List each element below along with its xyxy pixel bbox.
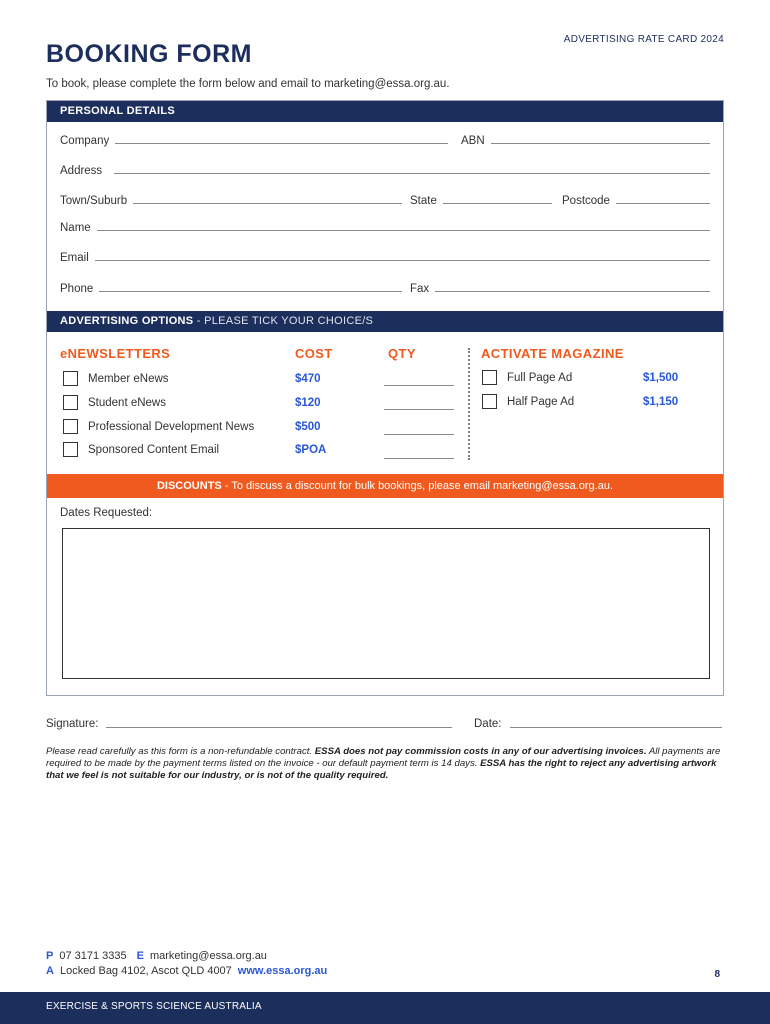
website-link[interactable]: www.essa.org.au <box>237 965 328 977</box>
signature-label: Signature: <box>46 718 99 730</box>
fax-field[interactable] <box>410 283 710 295</box>
student-enews-price: $120 <box>295 397 321 409</box>
advertising-heading-bold: ADVERTISING OPTIONS <box>60 315 194 327</box>
contact-address: Locked Bag 4102, Ascot QLD 4007 <box>59 965 232 977</box>
member-enews-price: $470 <box>295 373 321 385</box>
pd-news-qty[interactable] <box>384 434 454 435</box>
contact-phone: 07 3171 3335 <box>59 950 127 962</box>
contact-email[interactable]: marketing@essa.org.au <box>149 950 267 962</box>
disclaimer-part-1: Please read carefully as this form is a non-refundable contract. <box>46 746 315 757</box>
discounts-banner <box>47 474 723 498</box>
sponsored-email-price: $POA <box>295 444 327 456</box>
state-label: State <box>410 195 437 207</box>
email-label: Email <box>60 252 89 264</box>
contact-line-address <box>46 965 327 977</box>
contact-line-phone-email <box>46 950 267 962</box>
sponsored-email-qty[interactable] <box>384 458 454 459</box>
page-number: 8 <box>714 969 720 980</box>
half-page-ad-checkbox[interactable] <box>482 394 497 409</box>
enewsletters-column-heading: eNEWSLETTERS <box>60 346 171 361</box>
half-page-ad-label: Half Page Ad <box>507 396 575 408</box>
personal-details-heading: PERSONAL DETAILS <box>60 105 176 117</box>
advertising-options-header <box>47 311 723 332</box>
intro-text: To book, please complete the form below and email to marketing@essa.org.au. <box>46 78 450 90</box>
phone-field[interactable] <box>60 283 402 295</box>
abn-label: ABN <box>461 135 485 147</box>
state-field[interactable] <box>410 195 552 207</box>
town-label: Town/Suburb <box>60 195 128 207</box>
page-title: BOOKING FORM <box>46 40 252 68</box>
personal-details-header <box>47 101 723 122</box>
activate-magazine-column-heading: ACTIVATE MAGAZINE <box>481 346 624 361</box>
postcode-label: Postcode <box>562 195 610 207</box>
address-key: A <box>46 965 54 977</box>
name-field[interactable] <box>60 222 710 234</box>
dates-requested-input[interactable] <box>62 528 710 679</box>
full-page-ad-price: $1,500 <box>643 372 679 384</box>
postcode-field[interactable] <box>562 195 710 207</box>
cost-column-heading: COST <box>295 346 333 361</box>
pd-news-checkbox[interactable] <box>63 419 78 434</box>
member-enews-qty[interactable] <box>384 385 454 386</box>
date-label: Date: <box>474 718 502 730</box>
booking-form-frame <box>46 100 724 696</box>
footer-bar: EXERCISE & SPORTS SCIENCE AUSTRALIA <box>0 992 770 1024</box>
name-label: Name <box>60 222 91 234</box>
abn-field[interactable] <box>461 135 710 147</box>
member-enews-checkbox[interactable] <box>63 371 78 386</box>
disclaimer-part-4: ESSA has the right to reject any advertising artwork that we feel is not suitable for our industry, or is not of the quality required. <box>46 758 717 781</box>
disclaimer-part-3: All payments are required to be made by the payment terms listed on the invoice - our default payment term is 14 days. <box>46 746 721 769</box>
student-enews-label: Student eNews <box>88 397 166 409</box>
phone-key: P <box>46 950 54 962</box>
full-page-ad-checkbox[interactable] <box>482 370 497 385</box>
column-divider <box>468 348 470 460</box>
email-key: E <box>136 950 144 962</box>
advertising-heading-light: - PLEASE TICK YOUR CHOICE/S <box>193 315 374 327</box>
discounts-text: - To discuss a discount for bulk bookings, please email marketing@essa.org.au. <box>221 480 614 492</box>
address-label: Address <box>60 165 103 177</box>
dates-requested-label: Dates Requested: <box>60 507 153 519</box>
pd-news-price: $500 <box>295 421 321 433</box>
fax-label: Fax <box>410 283 430 295</box>
sponsored-email-label: Sponsored Content Email <box>88 444 220 456</box>
discounts-heading: DISCOUNTS <box>156 480 222 492</box>
member-enews-label: Member eNews <box>88 373 169 385</box>
qty-column-heading: QTY <box>388 346 416 361</box>
full-page-ad-label: Full Page Ad <box>507 372 573 384</box>
student-enews-checkbox[interactable] <box>63 395 78 410</box>
company-label: Company <box>60 135 110 147</box>
sponsored-email-checkbox[interactable] <box>63 442 78 457</box>
rate-card-label: ADVERTISING RATE CARD 2024 <box>563 34 724 45</box>
town-field[interactable] <box>60 195 402 207</box>
student-enews-qty[interactable] <box>384 409 454 410</box>
address-field[interactable] <box>60 165 710 177</box>
disclaimer-part-2: ESSA does not pay commission costs in any of our advertising invoices. <box>314 746 647 757</box>
signature-field[interactable] <box>46 718 452 730</box>
date-field[interactable] <box>474 718 722 730</box>
half-page-ad-price: $1,150 <box>643 396 679 408</box>
disclaimer-text <box>46 746 726 782</box>
email-field[interactable] <box>60 252 710 264</box>
company-field[interactable] <box>60 135 448 147</box>
pd-news-label: Professional Development News <box>88 421 255 433</box>
phone-label: Phone <box>60 283 94 295</box>
